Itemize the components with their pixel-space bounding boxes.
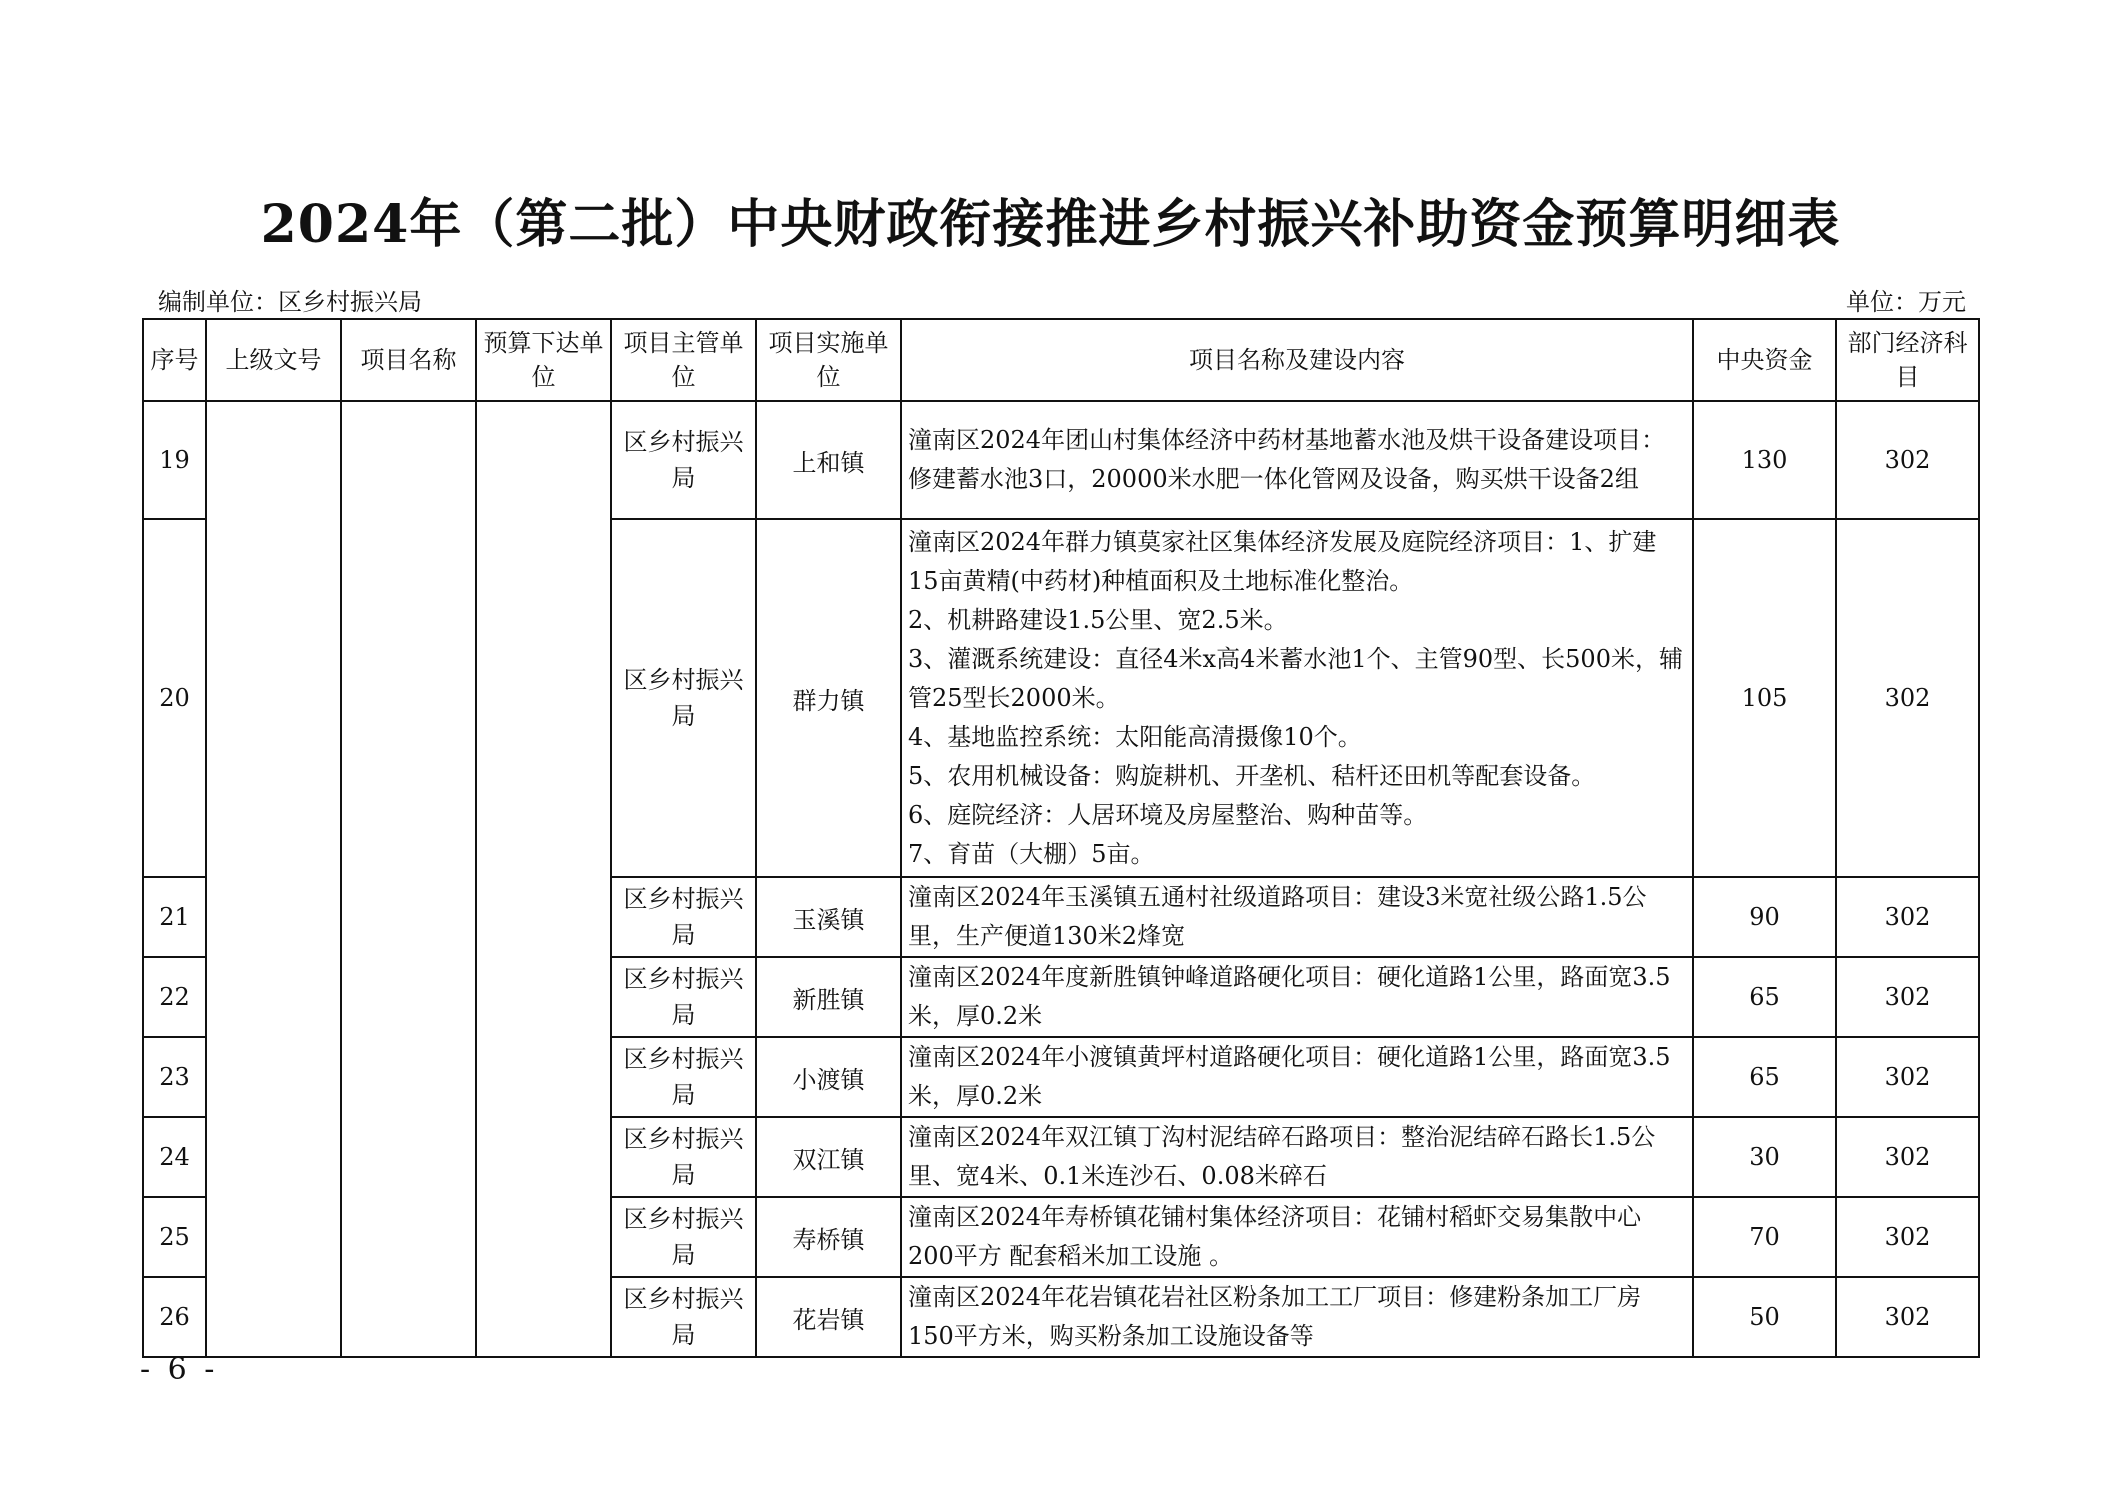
header-content: 项目名称及建设内容	[901, 319, 1693, 401]
content-line: 2、机耕路建设1.5公里、宽2.5米。	[908, 605, 1288, 634]
cell-content	[901, 1277, 1693, 1357]
content-line: 潼南区2024年团山村集体经济中药材基地蓄水池及烘干设备建设项目：修建蓄水池3口，20000米水肥一体化管网及设备，购买烘干设备2组	[908, 426, 1666, 493]
cell-seq: 22	[143, 957, 206, 1037]
cell-central-funds: 65	[1693, 1037, 1836, 1117]
cell-managing-unit: 区乡村振兴局	[611, 401, 756, 519]
cell-managing-unit: 区乡村振兴局	[611, 1037, 756, 1117]
cell-implementing-unit: 花岩镇	[756, 1277, 901, 1357]
content-line: 4、基地监控系统：太阳能高清摄像10个。	[908, 722, 1362, 751]
cell-managing-unit: 区乡村振兴局	[611, 1277, 756, 1357]
table-header-row	[143, 319, 1979, 401]
content-line: 潼南区2024年寿桥镇花铺村集体经济项目：花铺村稻虾交易集散中心200平方 配套稻米加工设施 。	[908, 1203, 1642, 1270]
cell-implementing-unit: 新胜镇	[756, 957, 901, 1037]
cell-managing-unit: 区乡村振兴局	[611, 1197, 756, 1277]
cell-seq: 24	[143, 1117, 206, 1197]
cell-central-funds: 105	[1693, 519, 1836, 877]
cell-content	[901, 877, 1693, 957]
cell-econ-subject: 302	[1836, 1277, 1979, 1357]
cell-implementing-unit: 小渡镇	[756, 1037, 901, 1117]
header-seq: 序号	[143, 319, 206, 401]
cell-implementing-unit: 上和镇	[756, 401, 901, 519]
unit-label: 单位：万元	[1846, 288, 1966, 316]
cell-econ-subject: 302	[1836, 1117, 1979, 1197]
cell-seq: 23	[143, 1037, 206, 1117]
page-title: 2024年（第二批）中央财政衔接推进乡村振兴补助资金预算明细表	[260, 194, 1841, 255]
header-project-name: 项目名称	[341, 319, 476, 401]
cell-seq: 21	[143, 877, 206, 957]
cell-central-funds: 130	[1693, 401, 1836, 519]
cell-content	[901, 401, 1693, 519]
cell-implementing-unit: 群力镇	[756, 519, 901, 877]
table-body	[143, 401, 1979, 1357]
cell-implementing-unit: 寿桥镇	[756, 1197, 901, 1277]
cell-content	[901, 1197, 1693, 1277]
cell-econ-subject: 302	[1836, 401, 1979, 519]
cell-central-funds: 65	[1693, 957, 1836, 1037]
content-line: 潼南区2024年双江镇丁沟村泥结碎石路项目：整治泥结碎石路长1.5公里、宽4米、0.1米连沙石、0.08米碎石	[908, 1123, 1656, 1190]
cell-content	[901, 519, 1693, 877]
cell-seq: 19	[143, 401, 206, 519]
header-implementing-unit: 项目实施单位	[756, 319, 901, 401]
cell-seq: 20	[143, 519, 206, 877]
cell-implementing-unit: 双江镇	[756, 1117, 901, 1197]
cell-managing-unit: 区乡村振兴局	[611, 877, 756, 957]
cell-seq: 25	[143, 1197, 206, 1277]
cell-content	[901, 1037, 1693, 1117]
cell-econ-subject: 302	[1836, 519, 1979, 877]
header-econ-subject: 部门经济科目	[1836, 319, 1979, 401]
content-line: 7、育苗（大棚）5亩。	[908, 839, 1155, 868]
cell-econ-subject: 302	[1836, 957, 1979, 1037]
content-line: 潼南区2024年度新胜镇钟峰道路硬化项目：硬化道路1公里，路面宽3.5米，厚0.2米	[908, 963, 1671, 1030]
page-number: - 6 -	[140, 1352, 219, 1387]
cell-managing-unit: 区乡村振兴局	[611, 1117, 756, 1197]
content-line: 6、庭院经济：人居环境及房屋整治、购种苗等。	[908, 800, 1428, 829]
content-line: 潼南区2024年群力镇莫家社区集体经济发展及庭院经济项目：1、扩建15亩黄精(中药材)种植面积及土地标准化整治。	[908, 527, 1657, 595]
prepared-by: 编制单位：区乡村振兴局	[158, 288, 422, 316]
cell-central-funds: 70	[1693, 1197, 1836, 1277]
content-line: 3、灌溉系统建设：直径4米x高4米蓄水池1个、主管90型、长500米，辅管25型长2000米。	[908, 644, 1683, 712]
cell-central-funds: 90	[1693, 877, 1836, 957]
cell-econ-subject: 302	[1836, 877, 1979, 957]
cell-central-funds: 30	[1693, 1117, 1836, 1197]
cell-central-funds: 50	[1693, 1277, 1836, 1357]
content-line: 潼南区2024年小渡镇黄坪村道路硬化项目：硬化道路1公里，路面宽3.5米，厚0.2米	[908, 1043, 1671, 1110]
budget-table	[142, 318, 1980, 1358]
cell-seq: 26	[143, 1277, 206, 1357]
cell-content	[901, 957, 1693, 1037]
cell-managing-unit: 区乡村振兴局	[611, 957, 756, 1037]
header-central-funds: 中央资金	[1693, 319, 1836, 401]
content-line: 潼南区2024年花岩镇花岩社区粉条加工工厂项目：修建粉条加工厂房150平方米，购买粉条加工设施设备等	[908, 1283, 1642, 1350]
cell-managing-unit: 区乡村振兴局	[611, 519, 756, 877]
header-superior-doc: 上级文号	[206, 319, 341, 401]
cell-project-name	[341, 401, 476, 1357]
cell-implementing-unit: 玉溪镇	[756, 877, 901, 957]
cell-econ-subject: 302	[1836, 1197, 1979, 1277]
cell-content	[901, 1117, 1693, 1197]
cell-econ-subject: 302	[1836, 1037, 1979, 1117]
cell-superior-doc	[206, 401, 341, 1357]
content-line: 5、农用机械设备：购旋耕机、开垄机、秸杆还田机等配套设备。	[908, 761, 1596, 790]
content-line: 潼南区2024年玉溪镇五通村社级道路项目：建设3米宽社级公路1.5公里，生产便道130米2烽宽	[908, 883, 1647, 950]
header-managing-unit: 项目主管单位	[611, 319, 756, 401]
header-budget-unit: 预算下达单位	[476, 319, 611, 401]
table-row	[143, 401, 1979, 519]
cell-budget-unit	[476, 401, 611, 1357]
